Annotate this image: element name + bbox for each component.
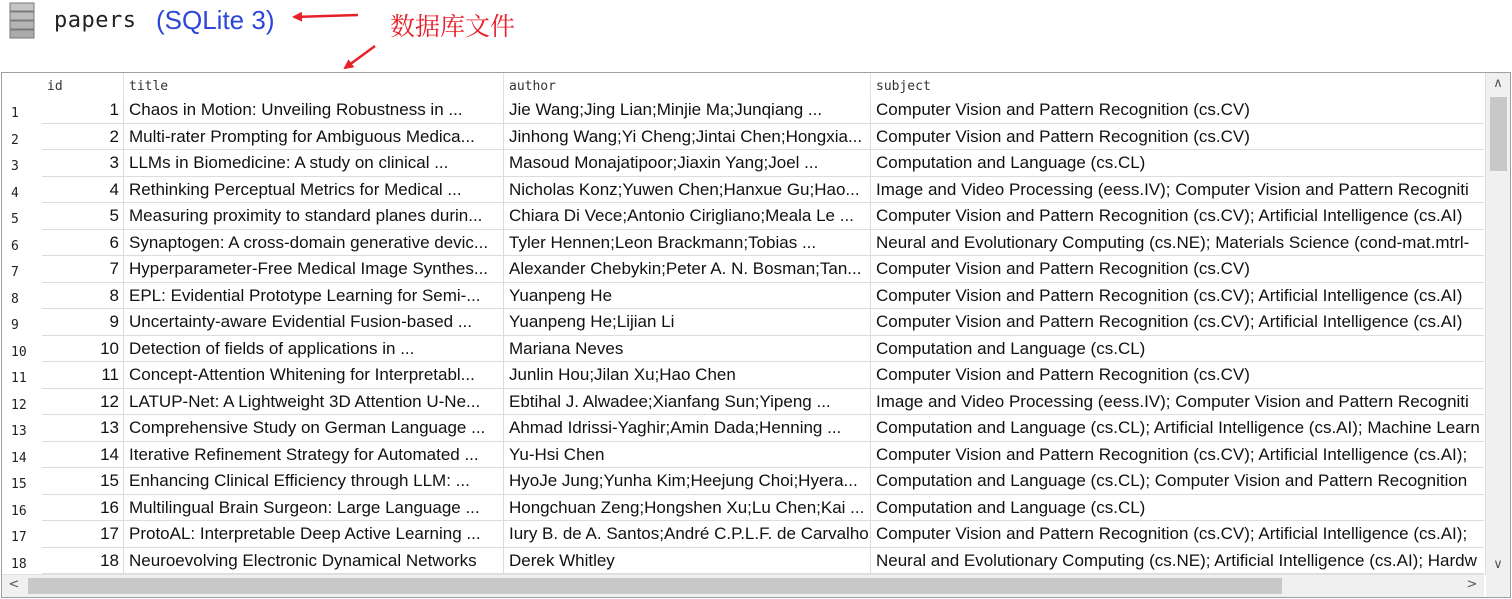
cell-id[interactable]: 3 [42,150,124,177]
cell-subject[interactable]: Computer Vision and Pattern Recognition (cs.CV); Artificial Intelligence (cs.AI) [871,283,1484,310]
cell-subject[interactable]: Computer Vision and Pattern Recognition (cs.CV) [871,97,1484,124]
cell-subject[interactable]: Computation and Language (cs.CL); Computer Vision and Pattern Recognition [871,468,1484,495]
row-number[interactable]: 10 [11,344,27,360]
cell-author[interactable]: Alexander Chebykin;Peter A. N. Bosman;Tan... [504,256,871,283]
cell-subject[interactable]: Computer Vision and Pattern Recognition (cs.CV) [871,256,1484,283]
cell-author[interactable]: HyoJe Jung;Yunha Kim;Heejung Choi;Hyera... [504,468,871,495]
arrow-to-grid [345,46,375,68]
cell-id[interactable]: 5 [42,203,124,230]
table-row[interactable] [2,283,1484,310]
cell-title[interactable]: Neuroevolving Electronic Dynamical Networks [124,548,504,575]
column-header-id[interactable]: id [42,73,124,97]
cell-id[interactable]: 6 [42,230,124,257]
cell-id[interactable]: 7 [42,256,124,283]
database-type-label: (SQLite 3) [156,5,275,35]
cell-subject[interactable]: Computer Vision and Pattern Recognition (cs.CV); Artificial Intelligence (cs.AI); [871,442,1484,469]
column-header-row [2,73,1484,97]
cell-author[interactable]: Ahmad Idrissi-Yaghir;Amin Dada;Henning ... [504,415,871,442]
cell-title[interactable]: Chaos in Motion: Unveiling Robustness in ... [124,97,504,124]
cell-author[interactable]: Hongchuan Zeng;Hongshen Xu;Lu Chen;Kai ... [504,495,871,522]
cell-subject[interactable]: Computer Vision and Pattern Recognition (cs.CV); Artificial Intelligence (cs.AI) [871,203,1484,230]
cell-title[interactable]: Multilingual Brain Surgeon: Large Language ... [124,495,504,522]
cell-title[interactable]: Comprehensive Study on German Language ... [124,415,504,442]
table-row[interactable] [2,362,1484,389]
row-number[interactable]: 3 [11,159,19,174]
table-row[interactable] [2,521,1484,548]
cell-id[interactable]: 10 [42,336,124,363]
cell-author[interactable]: Yu-Hsi Chen [504,442,871,469]
row-number[interactable]: 16 [11,503,27,519]
cell-id[interactable]: 14 [42,442,124,469]
cell-id[interactable]: 9 [42,309,124,336]
table-row[interactable] [2,256,1484,283]
cell-id[interactable]: 13 [42,415,124,442]
row-number[interactable]: 4 [11,185,19,201]
table-row[interactable] [2,124,1484,151]
column-header-title[interactable]: title [124,73,504,97]
cell-title[interactable]: Hyperparameter-Free Medical Image Synthes... [124,256,504,283]
cell-author[interactable]: Chiara Di Vece;Antonio Cirigliano;Meala Le ... [504,203,871,230]
cell-id[interactable]: 11 [42,362,124,389]
grid-rows [2,97,1484,575]
cell-subject[interactable]: Computation and Language (cs.CL) [871,336,1484,363]
row-number-header [2,73,42,97]
row-number[interactable]: 18 [11,556,27,572]
table-row[interactable] [2,468,1484,495]
row-number[interactable]: 9 [11,318,19,333]
scrollbar-corner [1486,575,1510,597]
cell-id[interactable]: 2 [42,124,124,151]
cell-id[interactable]: 15 [42,468,124,495]
cell-title[interactable]: LLMs in Biomedicine: A study on clinical ... [124,150,504,177]
row-number[interactable]: 6 [11,238,19,254]
cell-title[interactable]: Enhancing Clinical Efficiency through LLM: ... [124,468,504,495]
cell-title[interactable]: Iterative Refinement Strategy for Automated ... [124,442,504,469]
cell-subject[interactable]: Computer Vision and Pattern Recognition (cs.CV); Artificial Intelligence (cs.AI); [871,521,1484,548]
cell-author[interactable]: Yuanpeng He;Lijian Li [504,309,871,336]
cell-author[interactable]: Masoud Monajatipoor;Jiaxin Yang;Joel ... [504,150,871,177]
cell-author[interactable]: Jie Wang;Jing Lian;Minjie Ma;Junqiang ... [504,97,871,124]
cell-subject[interactable]: Computation and Language (cs.CL); Artificial Intelligence (cs.AI); Machine Learn [871,415,1484,442]
table-row[interactable] [2,177,1484,204]
table-row[interactable] [2,309,1484,336]
database-name: papers [54,8,137,33]
cell-subject[interactable]: Image and Video Processing (eess.IV); Computer Vision and Pattern Recogniti [871,389,1484,416]
table-row[interactable] [2,495,1484,522]
cell-id[interactable]: 4 [42,177,124,204]
row-number[interactable]: 13 [11,424,27,439]
row-number[interactable]: 7 [11,265,19,280]
row-number[interactable]: 12 [11,397,27,413]
cell-id[interactable]: 17 [42,521,124,548]
cell-subject[interactable]: Computation and Language (cs.CL) [871,495,1484,522]
cell-author[interactable]: Jinhong Wang;Yi Cheng;Jintai Chen;Hongxia... [504,124,871,151]
cell-title[interactable]: Multi-rater Prompting for Ambiguous Medica... [124,124,504,151]
table-row[interactable] [2,203,1484,230]
cell-author[interactable]: Junlin Hou;Jilan Xu;Hao Chen [504,362,871,389]
row-number[interactable]: 2 [11,132,19,148]
cell-title[interactable]: Uncertainty-aware Evidential Fusion-based ... [124,309,504,336]
row-number[interactable]: 8 [11,291,19,307]
cell-title[interactable]: Measuring proximity to standard planes durin... [124,203,504,230]
cell-id[interactable]: 18 [42,548,124,575]
cell-title[interactable]: Synaptogen: A cross-domain generative devic... [124,230,504,257]
cell-author[interactable]: Nicholas Konz;Yuwen Chen;Hanxue Gu;Hao... [504,177,871,204]
cell-author[interactable]: Yuanpeng He [504,283,871,310]
table-row[interactable] [2,442,1484,469]
cell-author[interactable]: Derek Whitley [504,548,871,575]
cell-subject[interactable]: Neural and Evolutionary Computing (cs.NE); Artificial Intelligence (cs.AI); Hardw [871,548,1484,575]
cell-subject[interactable]: Computer Vision and Pattern Recognition (cs.CV) [871,362,1484,389]
row-number[interactable]: 14 [11,450,27,466]
row-number[interactable]: 1 [11,106,19,121]
database-icon [8,2,36,40]
table-row[interactable] [2,548,1484,575]
cell-title[interactable]: Rethinking Perceptual Metrics for Medical ... [124,177,504,204]
column-header-subject[interactable]: subject [876,79,931,94]
cell-subject[interactable]: Computer Vision and Pattern Recognition (cs.CV) [871,124,1484,151]
cell-author[interactable]: Tyler Hennen;Leon Brackmann;Tobias ... [504,230,871,257]
column-header-author[interactable]: author [504,73,871,97]
chevron-left-icon[interactable]: < [8,577,20,592]
cell-id[interactable]: 8 [42,283,124,310]
cell-author[interactable]: Iury B. de A. Santos;André C.P.L.F. de Carvalho [504,521,871,548]
cell-subject[interactable]: Neural and Evolutionary Computing (cs.NE); Materials Science (cond-mat.mtrl- [871,230,1484,257]
cell-title[interactable]: Detection of fields of applications in ... [124,336,504,363]
cell-id[interactable]: 16 [42,495,124,522]
cell-author[interactable]: Ebtihal J. Alwadee;Xianfang Sun;Yipeng ... [504,389,871,416]
row-number[interactable]: 17 [11,530,27,545]
cell-id[interactable]: 12 [42,389,124,416]
cell-subject[interactable]: Image and Video Processing (eess.IV); Computer Vision and Pattern Recogniti [871,177,1484,204]
table-row[interactable] [2,97,1484,124]
cell-title[interactable]: Concept-Attention Whitening for Interpretabl... [124,362,504,389]
annotation-label: 数据库文件 [390,12,516,41]
horizontal-scroll-thumb[interactable] [28,578,1282,594]
table-row[interactable] [2,336,1484,363]
cell-author[interactable]: Mariana Neves [504,336,871,363]
cell-title[interactable]: LATUP-Net: A Lightweight 3D Attention U-Ne... [124,389,504,416]
chevron-right-icon[interactable]: > [1466,577,1478,592]
table-row[interactable] [2,415,1484,442]
cell-id[interactable]: 1 [42,97,124,124]
cell-subject[interactable]: Computer Vision and Pattern Recognition (cs.CV); Artificial Intelligence (cs.AI) [871,309,1484,336]
cell-title[interactable]: EPL: Evidential Prototype Learning for Semi-... [124,283,504,310]
cell-title[interactable]: ProtoAL: Interpretable Deep Active Learning ... [124,521,504,548]
chevron-up-icon[interactable]: ∧ [1493,76,1503,91]
cell-subject[interactable]: Computation and Language (cs.CL) [871,150,1484,177]
row-number[interactable]: 15 [11,477,27,492]
table-row[interactable] [2,150,1484,177]
horizontal-scrollbar[interactable] [2,574,1484,597]
row-number[interactable]: 11 [11,371,27,386]
table-row[interactable] [2,389,1484,416]
vertical-scrollbar[interactable] [1485,73,1510,575]
row-number[interactable]: 5 [11,212,19,227]
arrow-to-db-type [294,15,358,17]
data-grid[interactable] [1,72,1511,598]
vertical-scroll-thumb[interactable] [1490,97,1507,171]
table-row[interactable] [2,230,1484,257]
chevron-down-icon[interactable]: ∨ [1493,557,1503,572]
